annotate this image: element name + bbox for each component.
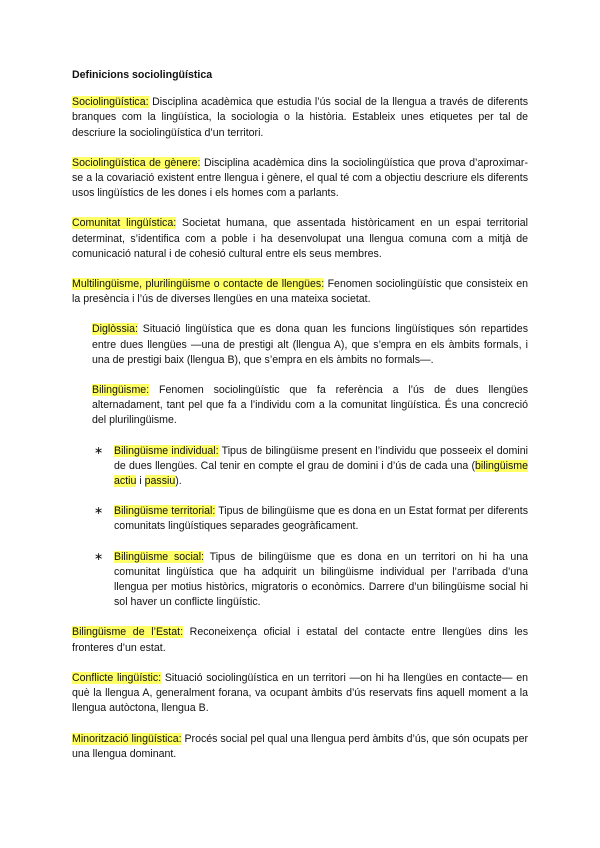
definition-text: Tipus de bilingüisme que es dona en un territori on hi ha una comunitat lingüística que ha adquirit un bilingüisme individual per l’arribada d’una llengua per motius històrics, migratoris o econòmics. Darrere d’un bilingüisme social hi sol haver un conflicte lingüístic. xyxy=(114,550,529,609)
document-page xyxy=(72,68,528,777)
definition-text: Tipus de bilingüisme present en l’individu que posseeix el domini de dues llengües. Cal tenir en compte el grau de domini i d’ús de cada una ( xyxy=(114,444,528,472)
definition-text-mid: i xyxy=(136,475,145,488)
term-highlight: Bilingüisme territorial: xyxy=(114,505,216,518)
definition-text: Procés social pel qual una llengua perd àmbits d’ús, que són ocupats per una llengua dominant. xyxy=(72,732,528,760)
term-highlight: Multilingüisme, plurilingüisme o contacte de llengües: xyxy=(72,278,325,291)
definition-diglossia xyxy=(92,322,528,368)
asterisk-bullet-icon: ∗ xyxy=(94,505,104,518)
term-highlight: Bilingüisme: xyxy=(92,384,150,397)
definition-sociolinguistica-genere xyxy=(72,156,528,202)
term-highlight: Comunitat lingüística: xyxy=(72,217,177,230)
term-highlight-actiu: bilingüisme actiu xyxy=(114,459,528,488)
term-highlight: Minorització lingüística: xyxy=(72,732,182,745)
definition-minoritzacio-linguistica xyxy=(72,732,528,762)
asterisk-bullet-icon: ∗ xyxy=(94,444,104,457)
term-highlight: Bilingüisme de l’Estat: xyxy=(72,626,184,639)
definition-text: Fenomen sociolingüístic que fa referència a l’ús de dues llengües alternadament, tant pel que fa a l’individu com a la comunitat lingüística. És una concreció del plurilingüisme. xyxy=(92,384,528,427)
term-highlight: Bilingüisme social: xyxy=(114,550,205,563)
definition-comunitat-linguistica xyxy=(72,216,528,262)
term-highlight-passiu: passiu xyxy=(144,475,176,488)
definition-bilinguisme xyxy=(92,383,528,429)
term-highlight: Conflicte lingüístic: xyxy=(72,671,162,684)
definition-multilinguisme xyxy=(72,277,528,307)
definition-text: Tipus de bilingüisme que es dona en un Estat format per diferents comunitats lingüístiques separades geogràficament. xyxy=(114,505,528,533)
definition-conflicte-linguistic xyxy=(72,671,528,717)
definition-text: Disciplina acadèmica que estudia l’ús social de la llengua a través de diferents branques com la lingüística, la sociologia o la història. Estableix unes etiquetes per tal de descriure la sociolingüística d’un territori. xyxy=(72,96,528,139)
bullet-bilinguisme-social xyxy=(94,550,529,611)
bullet-bilinguisme-territorial xyxy=(94,504,528,534)
asterisk-bullet-icon: ∗ xyxy=(94,550,104,563)
definition-bilinguisme-estat xyxy=(72,625,528,655)
definition-text: Reconeixença oficial i estatal del contacte entre llengües dins les fronteres d’un estat. xyxy=(72,626,528,654)
definition-sociolinguistica xyxy=(72,95,528,141)
term-highlight: Sociolingüística de gènere: xyxy=(72,156,201,169)
document-title: Definicions sociolingüística xyxy=(72,69,213,81)
definition-text: Societat humana, que assentada històricament en un espai territorial determinat, s’identifica com a poble i ha desenvolupat una llengua comuna com a mitjà de comunicació natural i de cohesió cultural entre els seus membres. xyxy=(72,217,528,260)
bullet-bilinguisme-individual xyxy=(94,444,528,490)
definition-text: Fenomen sociolingüístic que consisteix en la presència i l’ús de diverses llengües en una mateixa societat. xyxy=(72,278,528,306)
definition-text: Situació sociolingüística en un territori —on hi ha llengües en contacte— en què la llengua A, generalment forana, va ocupant àmbits d’ús reservats fins aquell moment a la llengua autòctona, llengua B. xyxy=(72,671,528,715)
term-highlight: Diglòssia: xyxy=(92,323,138,336)
term-highlight: Bilingüisme individual: xyxy=(114,444,219,457)
definition-text: Situació lingüística que es dona quan les funcions lingüístiques són repartides entre dues llengües —una de prestigi alt (llengua A), que s’empra en els àmbits formals, i una de prestigi baix (llengua B), que s’empra en els àmbits no formals—. xyxy=(92,323,528,366)
term-highlight: Sociolingüística: xyxy=(72,96,149,109)
definition-text-end: ). xyxy=(175,475,182,488)
definition-text: Disciplina acadèmica dins la sociolingüística que prova d’aproximar-se a la covariació existent entre llengua i gènere, el qual té com a objectiu descriure els diferents usos lingüístics de les dones i els homes com a parlants. xyxy=(72,156,528,200)
